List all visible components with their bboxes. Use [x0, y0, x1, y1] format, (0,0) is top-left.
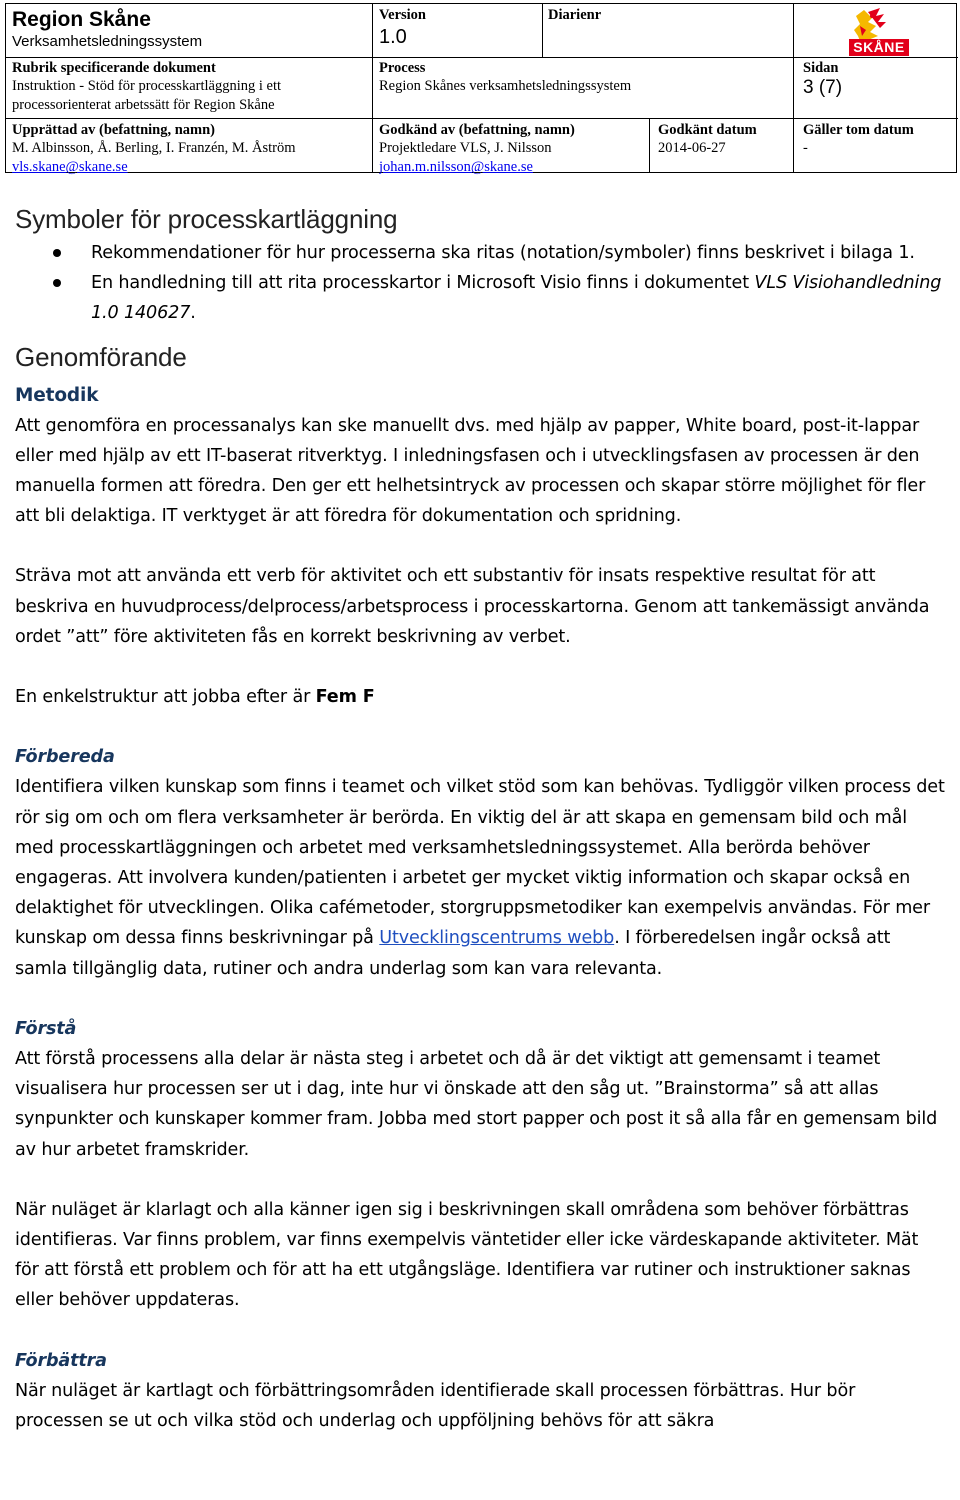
org-cell: [12, 7, 368, 51]
doc-heading-label: Rubrik specificerande dokument: [12, 60, 216, 76]
symbols-bullet-list: [15, 238, 947, 329]
list-item: [15, 238, 947, 268]
logo-wordmark: SKÅNE: [849, 39, 909, 56]
forbereda-text: Identifiera vilken kunskap som finns i teamet och vilket stöd som kan behövas. Tydliggör vilken process det rör sig om och om flera verksamheter är berörda. En viktig del är att skapa en gemensam bild och mål med processkartläggningen och arbetet med verksamhetsledningssystemet. Alla berörda behöver engageras. Att involvera kunden/patienten i arbetet ger mycket viktig information och skapar också en delaktighet för utvecklingen. Olika cafémetoder, storgruppsmetodiker kan exempelvis användas. För mer kunskap om dessa finns beskrivningar på: [15, 777, 945, 949]
forbattra-paragraph: När nuläget är kartlagt och förbättringsområden identifierade skall processen förbättras. Hur bör processen se ut och vilka stöd och underlag och uppföljning behövs för att säkra: [15, 1380, 856, 1432]
forbereda-heading: Förbereda: [15, 747, 115, 768]
approved-date-cell: [658, 121, 790, 158]
process-label: Process: [379, 60, 426, 76]
version-value: 1.0: [379, 26, 407, 48]
list-item: [15, 268, 947, 328]
forsta-heading: Förstå: [15, 1018, 77, 1039]
bullet-dot-icon: [53, 279, 61, 287]
utvecklingscentrum-link[interactable]: Utvecklingscentrums webb: [379, 928, 615, 949]
nulaget-paragraph: När nuläget är klarlagt och alla känner igen sig i beskrivningen skall områdena som behöver förbättras identifieras. Var finns problem, var finns exempelvis väntetider eller icke värdeskapande aktiviteter. Mät för att förstå ett problem och för att ha ett utgångsläge. Identifiera var rutiner och instruktioner saknas eller behöver uppdateras.: [15, 1199, 919, 1311]
bullet-text: Rekommendationer för hur processerna ska ritas (notation/symboler) finns beskrivet i bilaga 1.: [91, 243, 915, 263]
doc-heading-value-line2: processorienterat arbetssätt för Region Skåne: [12, 97, 275, 113]
genomforande-heading: Genomförande: [15, 341, 187, 372]
document-body: [15, 200, 947, 1436]
metodik-paragraph: Att genomföra en processanalys kan ske manuellt dvs. med hjälp av papper, White board, post-it-lappar eller med hjälp av ett IT-baserat ritverktyg. I inledningsfasen och i utvecklingsfasen av processen är den manuella formen att föredra. Den ger ett helhetsintryck av processen och skapar större möjlighet för fler att bli delaktiga. IT verktyget är att föredra för dokumentation och spridning.: [15, 415, 926, 527]
process-cell: [379, 59, 789, 96]
approved-by-email-link[interactable]: johan.m.nilsson@skane.se: [379, 159, 533, 175]
page-cell: [803, 59, 953, 99]
region-skane-logo: [846, 6, 946, 56]
visio-guide-reference: VLS Visiohandledning 1.0 140627: [91, 273, 942, 324]
diarienr-cell: [548, 6, 788, 24]
approved-by-cell: [379, 121, 645, 177]
header-divider: [6, 118, 958, 119]
created-by-email-link[interactable]: vls.skane@skane.se: [12, 159, 128, 175]
page-value: 3 (7): [803, 77, 843, 98]
metodik-heading: Metodik: [15, 384, 99, 406]
doc-heading-value-line1: Instruktion - Stöd för processkartläggning i ett: [12, 78, 282, 94]
header-divider: [6, 57, 958, 58]
org-subtitle: Verksamhetsledningssystem: [12, 33, 203, 50]
created-by-cell: [12, 121, 368, 177]
diarienr-label: Diarienr: [548, 7, 602, 23]
version-label: Version: [379, 7, 426, 23]
fem-f-term: Fem F: [315, 687, 375, 708]
approved-by-value: Projektledare VLS, J. Nilsson: [379, 140, 552, 156]
valid-until-value: -: [803, 140, 808, 156]
bullet-dot-icon: [53, 249, 61, 257]
verb-paragraph: Sträva mot att använda ett verb för aktivitet och ett substantiv för insats respektive resultat för att beskriva en huvudprocess/delprocess/arbetsprocess i processkartorna. Genom att tankemässigt använda ordet ”att” före aktiviteten fås en korrekt beskrivning av verbet.: [15, 566, 930, 647]
structure-paragraph: [15, 682, 947, 712]
created-by-label: Upprättad av (befattning, namn): [12, 122, 216, 138]
forsta-paragraph: Att förstå processens alla delar är nästa steg i arbetet och då är det viktigt att gemensamt i teamet visualisera hur processen ser ut i dag, inte hur vi önskade att den såg ut. ”Brainstorma” så att allas synpunkter och kunskaper kommer fram. Jobba med stort papper och post it så alla får en gemensam bild av hur arbetet framskrider.: [15, 1049, 938, 1160]
doc-heading-cell: [12, 59, 368, 115]
org-name: Region Skåne: [12, 8, 151, 31]
created-by-value: M. Albinsson, Å. Berling, I. Franzén, M. Åström: [12, 140, 296, 156]
process-value: Region Skånes verksamhetsledningssystem: [379, 78, 632, 94]
approved-by-label: Godkänd av (befattning, namn): [379, 122, 575, 138]
structure-text: En enkelstruktur att jobba efter är: [15, 687, 316, 708]
header-divider: [793, 4, 794, 172]
approved-date-label: Godkänt datum: [658, 122, 757, 138]
approved-date-value: 2014-06-27: [658, 140, 726, 156]
page-label: Sidan: [803, 60, 839, 76]
forbattra-heading: Förbättra: [15, 1350, 107, 1371]
bullet-text-end: .: [190, 303, 196, 324]
header-divider: [372, 4, 373, 172]
header-divider: [649, 118, 650, 172]
valid-until-label: Gäller tom datum: [803, 122, 914, 138]
forbereda-text-end: . I förberedelsen ingår också att samla tillgänglig data, rutiner och andra underlag som kan vara relevanta.: [15, 928, 891, 979]
header-divider: [542, 4, 543, 57]
valid-until-cell: [803, 121, 953, 158]
version-cell: [379, 6, 539, 50]
bullet-text: En handledning till att rita processkartor i Microsoft Visio finns i dokumentet: [91, 273, 755, 294]
forbereda-paragraph: [15, 772, 947, 983]
symbols-heading: Symboler för processkartläggning: [15, 204, 398, 234]
document-header-table: [5, 3, 957, 173]
